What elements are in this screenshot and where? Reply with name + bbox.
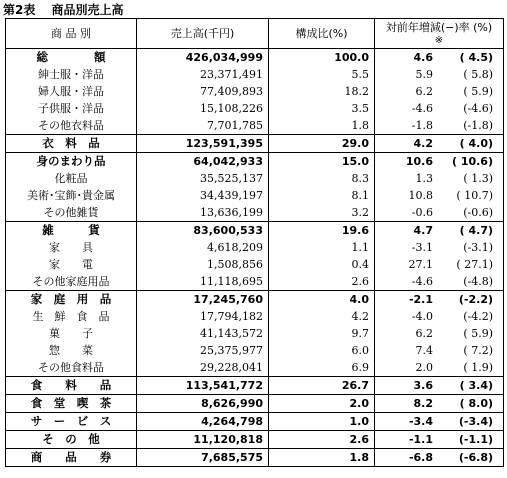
row-share: 100.0 [269, 49, 375, 67]
row-label: 紳士服・洋品 [6, 66, 137, 83]
table-row [6, 449, 504, 467]
row-label: 衣 料 品 [6, 135, 137, 153]
row-sales: 15,108,226 [137, 100, 269, 117]
row-label: 婦人服・洋品 [6, 83, 137, 100]
row-yoy-previous: (-6.8) [458, 451, 493, 464]
row-share: 5.5 [269, 66, 375, 83]
row-share: 6.0 [269, 342, 375, 359]
row-yoy-value: 2.0 [415, 361, 433, 374]
row-yoy-value: 8.2 [413, 397, 433, 410]
row-yoy-previous: (-1.1) [458, 433, 493, 446]
row-sales: 7,685,575 [137, 449, 269, 467]
row-share: 3.5 [269, 100, 375, 117]
row-yoy [375, 153, 504, 171]
row-sales: 13,636,199 [137, 204, 269, 222]
row-share: 3.2 [269, 204, 375, 222]
row-sales: 17,245,760 [137, 291, 269, 309]
row-yoy [375, 100, 504, 117]
row-label: 子供服・洋品 [6, 100, 137, 117]
row-yoy-value: -4.6 [411, 275, 433, 288]
row-share: 2.0 [269, 395, 375, 413]
row-yoy-value: 3.6 [413, 379, 433, 392]
row-share: 26.7 [269, 377, 375, 395]
table-row [6, 117, 504, 135]
row-sales: 113,541,772 [137, 377, 269, 395]
row-yoy-value: 10.8 [408, 189, 433, 202]
row-share: 0.4 [269, 256, 375, 273]
row-share: 1.1 [269, 239, 375, 256]
row-yoy-previous: ( 5.9) [463, 327, 493, 340]
row-label: 食 堂 喫 茶 [6, 395, 137, 413]
row-sales: 11,120,818 [137, 431, 269, 449]
row-yoy-value: -4.0 [411, 310, 433, 323]
table-row [6, 49, 504, 67]
row-yoy [375, 117, 504, 135]
row-yoy-previous: (-0.6) [463, 206, 493, 219]
row-yoy-previous: ( 4.0) [459, 137, 493, 150]
table-row [6, 204, 504, 222]
row-yoy-value: 4.6 [413, 51, 433, 64]
row-yoy-value: -4.6 [411, 102, 433, 115]
row-yoy-previous: ( 27.1) [456, 258, 493, 271]
row-yoy-previous: ( 8.0) [459, 397, 493, 410]
row-label: 美術･宝飾･貴金属 [6, 187, 137, 204]
row-yoy-previous: (-2.2) [458, 293, 493, 306]
row-yoy-value: 6.2 [415, 85, 433, 98]
table-row [6, 83, 504, 100]
row-yoy [375, 239, 504, 256]
row-share: 4.2 [269, 308, 375, 325]
row-share: 1.0 [269, 413, 375, 431]
row-yoy-value: -1.8 [411, 119, 433, 132]
row-yoy-value: 5.9 [415, 68, 433, 81]
row-yoy-value: -3.1 [411, 241, 433, 254]
header-category: 商 品 別 [6, 19, 137, 49]
table-row [6, 325, 504, 342]
table-row [6, 359, 504, 377]
row-yoy [375, 256, 504, 273]
row-share: 2.6 [269, 273, 375, 291]
row-yoy-previous: ( 10.7) [456, 189, 493, 202]
row-label: 商 品 券 [6, 449, 137, 467]
row-share: 15.0 [269, 153, 375, 171]
row-yoy-previous: ( 4.5) [459, 51, 493, 64]
row-share: 8.3 [269, 170, 375, 187]
row-yoy [375, 377, 504, 395]
row-yoy-value: -6.8 [408, 451, 433, 464]
row-sales: 123,591,395 [137, 135, 269, 153]
row-label: 雑 貨 [6, 222, 137, 240]
row-yoy-value: 6.2 [415, 327, 433, 340]
row-share: 1.8 [269, 117, 375, 135]
row-yoy-previous: (-3.1) [463, 241, 493, 254]
row-sales: 4,264,798 [137, 413, 269, 431]
row-yoy [375, 66, 504, 83]
table-body [6, 49, 504, 467]
row-share: 9.7 [269, 325, 375, 342]
row-yoy [375, 291, 504, 309]
row-sales: 35,525,137 [137, 170, 269, 187]
row-yoy-previous: ( 5.8) [463, 68, 493, 81]
row-sales: 77,409,893 [137, 83, 269, 100]
row-sales: 426,034,999 [137, 49, 269, 67]
row-label: 化粧品 [6, 170, 137, 187]
row-yoy [375, 170, 504, 187]
row-label: 家 庭 用 品 [6, 291, 137, 309]
row-label: 生 鮮 食 品 [6, 308, 137, 325]
header-sales: 売上高(千円) [137, 19, 269, 49]
row-yoy [375, 187, 504, 204]
row-sales: 29,228,041 [137, 359, 269, 377]
row-yoy-previous: ( 5.9) [463, 85, 493, 98]
row-label: サ ー ビ ス [6, 413, 137, 431]
row-yoy-previous: ( 1.3) [463, 172, 493, 185]
row-label: 食 料 品 [6, 377, 137, 395]
row-sales: 64,042,933 [137, 153, 269, 171]
table-row [6, 100, 504, 117]
row-share: 1.8 [269, 449, 375, 467]
header-yoy-label: 対前年増減(−)率 (%) [385, 20, 493, 34]
row-label: 身のまわり品 [6, 153, 137, 171]
row-label: そ の 他 [6, 431, 137, 449]
row-yoy [375, 222, 504, 240]
row-yoy-previous: (-3.4) [458, 415, 493, 428]
row-yoy-value: -0.6 [411, 206, 433, 219]
table-row [6, 431, 504, 449]
row-yoy [375, 342, 504, 359]
row-yoy [375, 204, 504, 222]
row-share: 6.9 [269, 359, 375, 377]
row-sales: 83,600,533 [137, 222, 269, 240]
row-sales: 1,508,856 [137, 256, 269, 273]
row-sales: 11,118,695 [137, 273, 269, 291]
row-sales: 8,626,990 [137, 395, 269, 413]
header-share: 構成比(%) [269, 19, 375, 49]
row-yoy-previous: ( 4.7) [459, 224, 493, 237]
row-label: 家 具 [6, 239, 137, 256]
row-label: その他衣料品 [6, 117, 137, 135]
row-label: その他家庭用品 [6, 273, 137, 291]
table-row [6, 66, 504, 83]
row-label: 惣 菜 [6, 342, 137, 359]
row-share: 4.0 [269, 291, 375, 309]
table-row [6, 291, 504, 309]
row-share: 19.6 [269, 222, 375, 240]
row-yoy-previous: (-4.8) [463, 275, 493, 288]
table-header-row [6, 19, 504, 49]
row-yoy [375, 449, 504, 467]
row-sales: 7,701,785 [137, 117, 269, 135]
table-row [6, 135, 504, 153]
row-yoy [375, 308, 504, 325]
table-row [6, 222, 504, 240]
row-yoy [375, 83, 504, 100]
row-yoy-previous: (-4.6) [463, 102, 493, 115]
header-yoy-note-mark: ※ [434, 34, 444, 46]
row-yoy [375, 49, 504, 67]
table-row [6, 308, 504, 325]
row-yoy-value: -3.4 [408, 415, 433, 428]
row-share: 2.6 [269, 431, 375, 449]
row-yoy-previous: ( 1.9) [463, 361, 493, 374]
row-share: 29.0 [269, 135, 375, 153]
row-yoy-value: 10.6 [405, 155, 433, 168]
row-yoy-value: 7.4 [415, 344, 433, 357]
sales-by-product-table [5, 18, 504, 467]
row-yoy [375, 413, 504, 431]
row-sales: 41,143,572 [137, 325, 269, 342]
row-sales: 34,439,197 [137, 187, 269, 204]
row-share: 8.1 [269, 187, 375, 204]
row-yoy-previous: (-4.2) [463, 310, 493, 323]
table-row [6, 170, 504, 187]
row-yoy [375, 135, 504, 153]
row-yoy [375, 359, 504, 377]
table-row [6, 256, 504, 273]
row-sales: 25,375,977 [137, 342, 269, 359]
row-yoy-value: 4.2 [413, 137, 433, 150]
row-label: 菓 子 [6, 325, 137, 342]
row-yoy [375, 431, 504, 449]
row-yoy-value: 27.1 [408, 258, 433, 271]
header-yoy [375, 19, 504, 49]
row-sales: 17,794,182 [137, 308, 269, 325]
row-yoy [375, 273, 504, 291]
table-row [6, 342, 504, 359]
table-row [6, 153, 504, 171]
row-yoy-previous: ( 10.6) [451, 155, 493, 168]
row-sales: 23,371,491 [137, 66, 269, 83]
table-row [6, 239, 504, 256]
table-row [6, 377, 504, 395]
row-label: 総 額 [6, 49, 137, 67]
row-yoy-value: -1.1 [408, 433, 433, 446]
table-row [6, 187, 504, 204]
row-yoy [375, 325, 504, 342]
row-yoy-previous: ( 3.4) [459, 379, 493, 392]
row-sales: 4,618,209 [137, 239, 269, 256]
row-share: 18.2 [269, 83, 375, 100]
table-row [6, 395, 504, 413]
row-label: その他食料品 [6, 359, 137, 377]
row-yoy-previous: (-1.8) [463, 119, 493, 132]
table-row [6, 273, 504, 291]
row-yoy-previous: ( 7.2) [463, 344, 493, 357]
row-yoy-value: 1.3 [415, 172, 433, 185]
row-label: 家 電 [6, 256, 137, 273]
row-label: その他雑貨 [6, 204, 137, 222]
row-yoy-value: 4.7 [413, 224, 433, 237]
row-yoy-value: -2.1 [408, 293, 433, 306]
row-yoy [375, 395, 504, 413]
table-row [6, 413, 504, 431]
table-title: 第2表 商品別売上高 [3, 3, 124, 17]
